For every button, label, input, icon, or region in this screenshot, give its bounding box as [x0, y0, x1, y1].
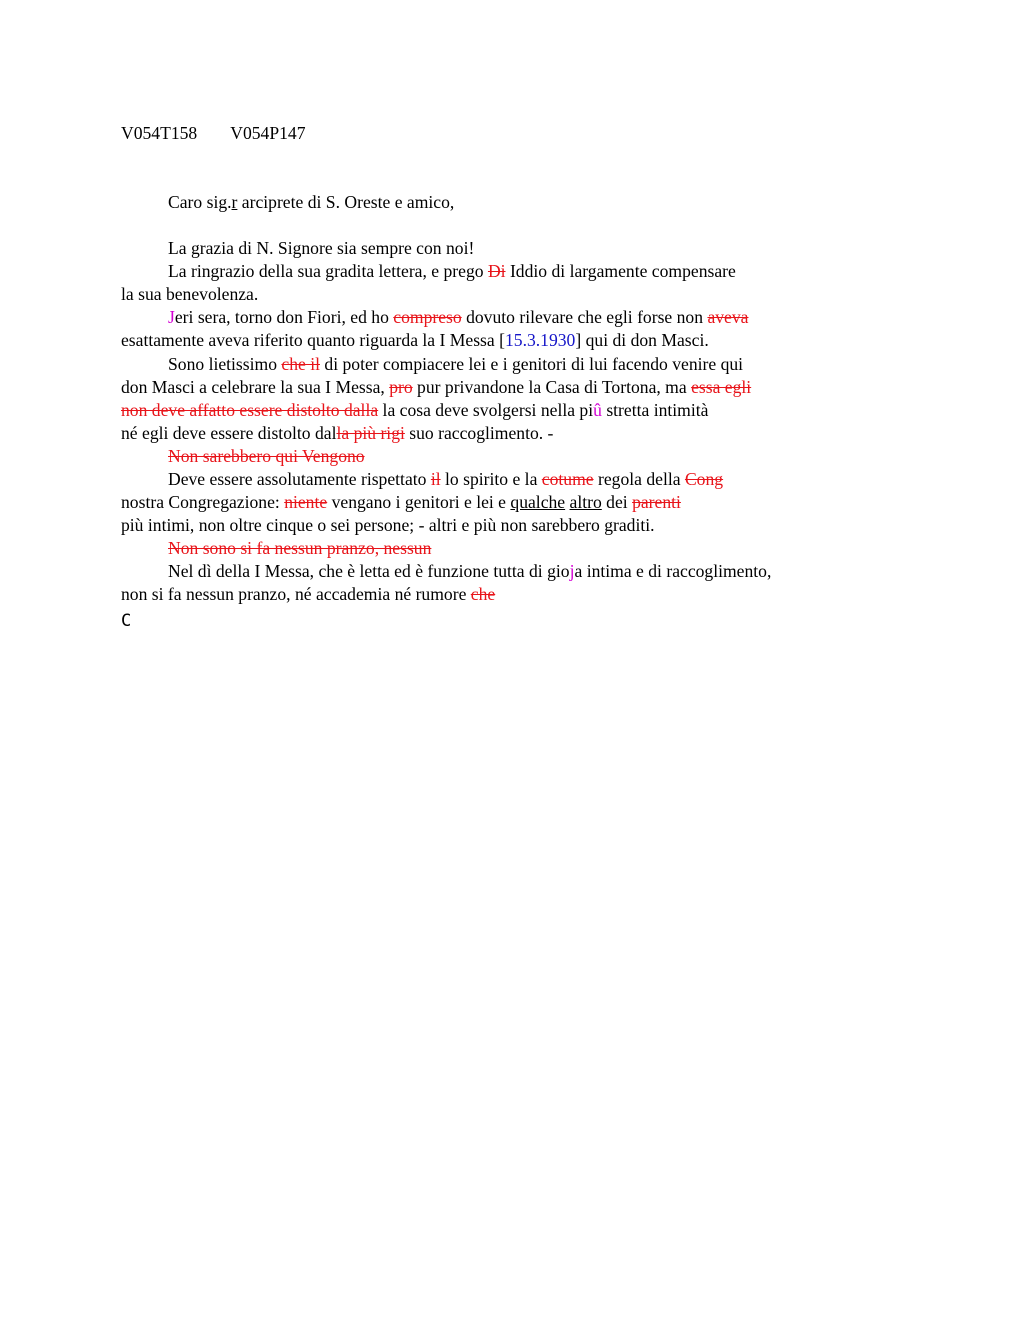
underlined-text: qualche [510, 492, 566, 512]
inserted-text: J [168, 307, 175, 327]
date-annotation: 15.3.1930 [504, 330, 576, 350]
deleted-text: Non sono si fa nessun pranzo, nessun [168, 538, 432, 558]
page-code: V054P147 [230, 123, 306, 143]
paragraph-line: Nel dì della I Messa, che è letta ed è funzione tutta di gioja intima e di raccoglimento, [168, 561, 772, 581]
underlined-text: r [231, 192, 238, 212]
inserted-text: j [569, 561, 575, 581]
paragraph-line: non si fa nessun pranzo, né accademia né rumore che [121, 584, 496, 604]
deleted-text: niente [284, 492, 328, 512]
paragraph-line: la sua benevolenza. [121, 284, 259, 304]
deleted-text: Di [487, 261, 506, 281]
paragraph-line: La ringrazio della sua gradita lettera, e prego Di Iddio di largamente compensare [168, 261, 736, 281]
deleted-text: Non sarebbero qui Vengono [168, 446, 365, 466]
deleted-text: che il [281, 354, 320, 374]
deleted-text: aveva [707, 307, 749, 327]
deleted-text: il [430, 469, 441, 489]
deleted-text: cotume [541, 469, 594, 489]
deleted-text: pro [389, 377, 413, 397]
paragraph-line: né egli deve essere distolto dalla più rigi suo raccoglimento. - [121, 423, 554, 443]
salutation: Caro sig.r arciprete di S. Oreste e amico, [168, 192, 455, 212]
trailing-character: C [121, 611, 132, 631]
inserted-text: û [593, 400, 602, 420]
paragraph-line: esattamente aveva riferito quanto riguarda la I Messa [15.3.1930] qui di don Masci. [121, 330, 709, 350]
paragraph-line: Sono lietissimo che il di poter compiacere lei e i genitori di lui facendo venire qui [168, 354, 744, 374]
paragraph-line: nostra Congregazione: niente vengano i genitori e lei e qualche altro dei parenti [121, 492, 681, 512]
deleted-text: essa egli [691, 377, 752, 397]
paragraph-line: più intimi, non oltre cinque o sei persone; - altri e più non sarebbero graditi. [121, 515, 655, 535]
deleted-text: che [470, 584, 496, 604]
deleted-text: parenti [632, 492, 681, 512]
deleted-line [168, 445, 365, 468]
paragraph-line: Jeri sera, torno don Fiori, ed ho compreso dovuto rilevare che egli forse non aveva [168, 307, 749, 327]
paragraph-line: Deve essere assolutamente rispettato il lo spirito e la cotume regola della Cong [168, 469, 724, 489]
deleted-text: Cong [684, 469, 724, 489]
document-code: V054T158 [121, 123, 198, 143]
deleted-text: non deve affatto essere distolto dalla [121, 400, 379, 420]
deleted-text: compreso [393, 307, 462, 327]
deleted-text: la più rigi [336, 423, 405, 443]
deleted-line [168, 537, 431, 560]
paragraph-line: non deve affatto essere distolto dalla la cosa deve svolgersi nella piû stretta intimità [121, 400, 709, 420]
paragraph-line: don Masci a celebrare la sua I Messa, pro pur privandone la Casa di Tortona, ma essa egli [121, 377, 752, 397]
underlined-text: altro [569, 492, 602, 512]
greeting: La grazia di N. Signore sia sempre con noi! [168, 238, 475, 258]
document-header [121, 122, 306, 145]
